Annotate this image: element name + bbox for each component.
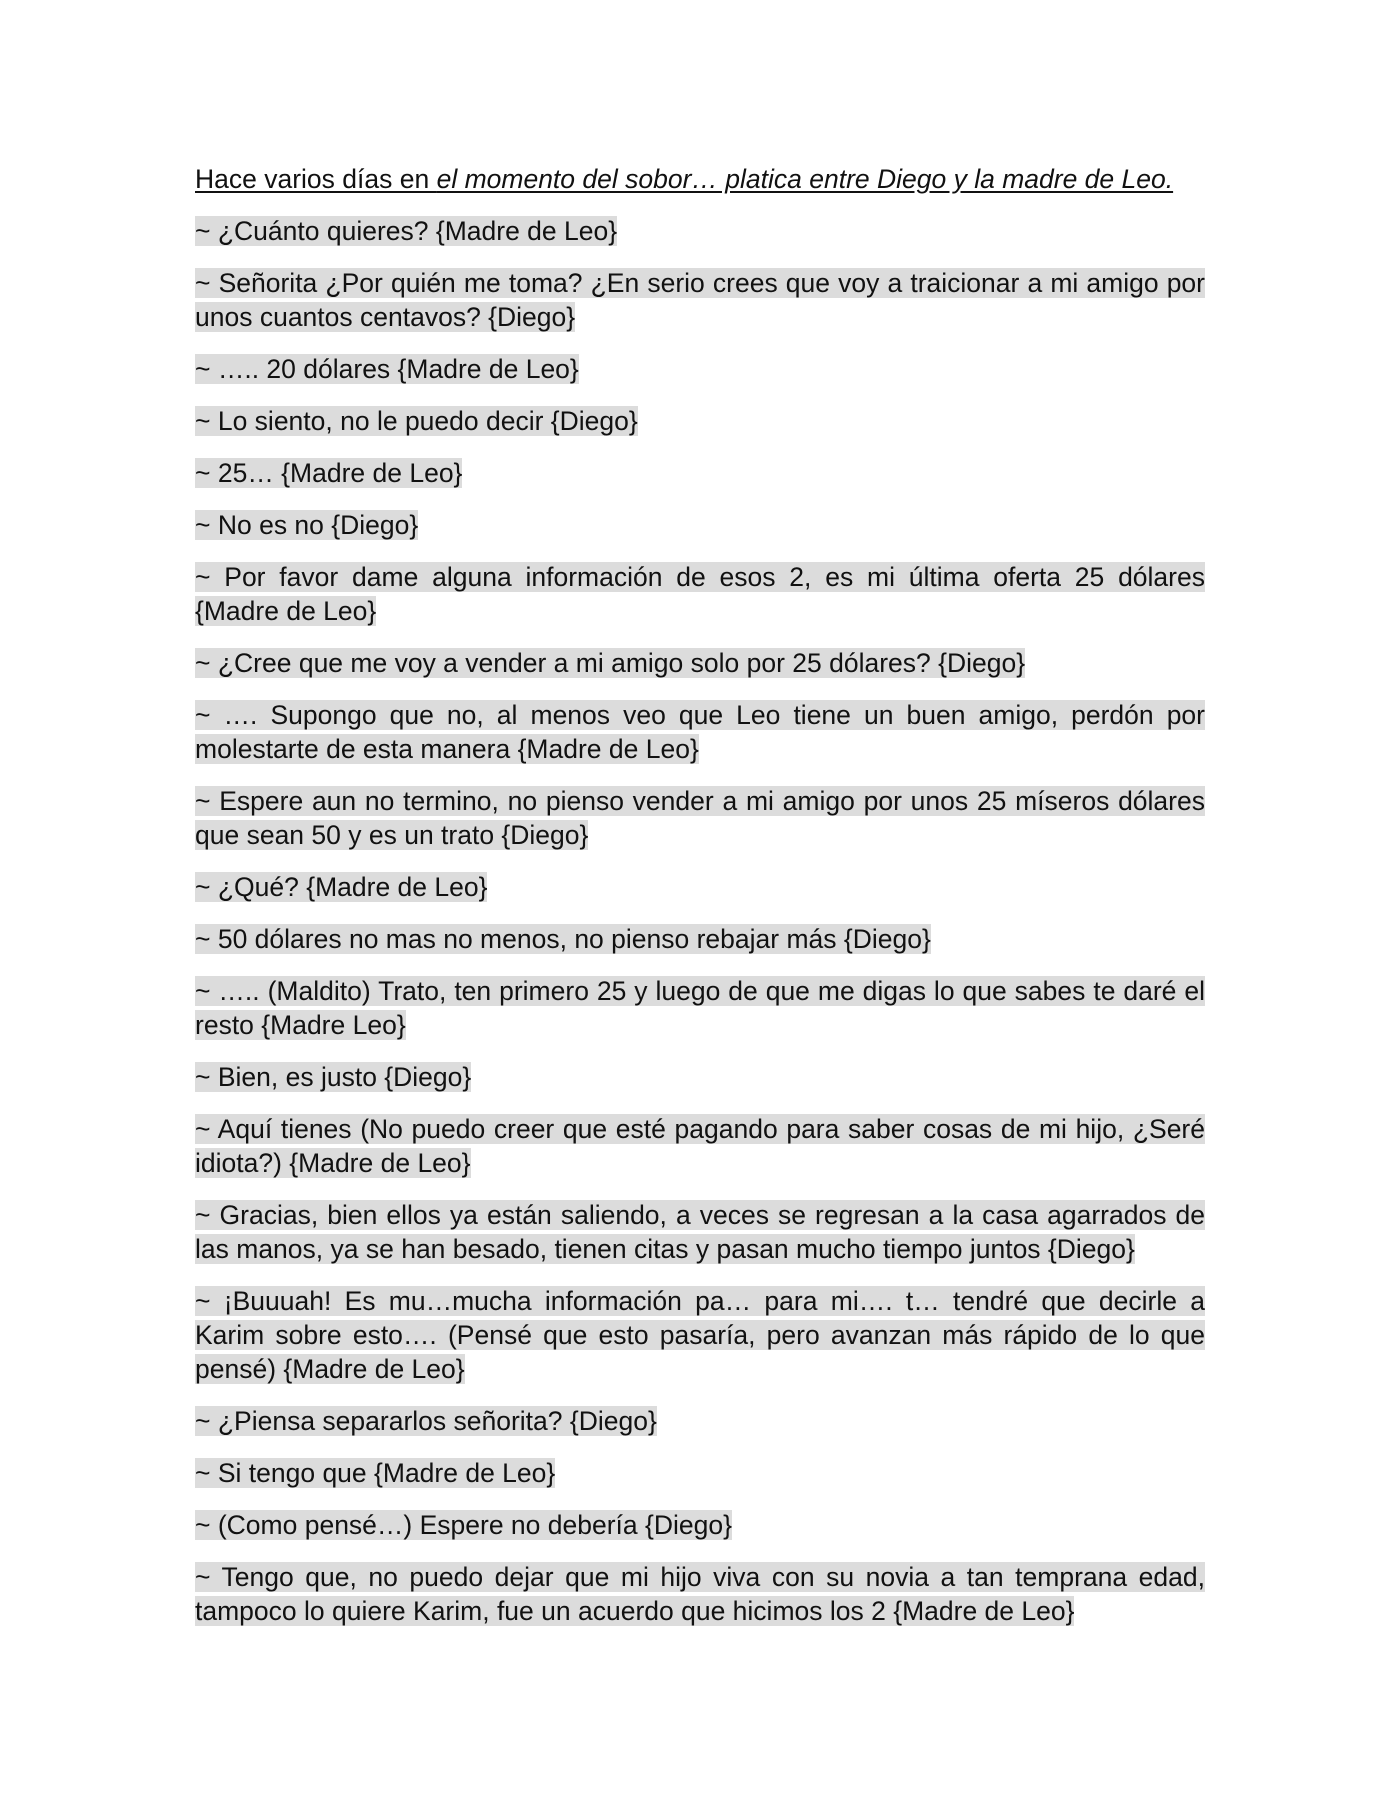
- document-page: [195, 162, 1205, 1646]
- dialogue-line: ~ ….. (Maldito) Trato, ten primero 25 y luego de que me digas lo que sabes te daré el resto {Madre Leo}: [195, 976, 1205, 1040]
- dialogue-line: ~ Espere aun no termino, no pienso vender a mi amigo por unos 25 míseros dólares que sean 50 y es un trato {Diego}: [195, 786, 1205, 850]
- dialogue-line: ~ Si tengo que {Madre de Leo}: [195, 1458, 556, 1488]
- dialogue-line: ~ No es no {Diego}: [195, 510, 419, 540]
- dialogue-line: ~ ¿Cree que me voy a vender a mi amigo solo por 25 dólares? {Diego}: [195, 648, 1026, 678]
- dialogue-line: ~ Aquí tienes (No puedo creer que esté pagando para saber cosas de mi hijo, ¿Seré idiota?) {Madre de Leo}: [195, 1114, 1205, 1178]
- document-heading: [195, 162, 1205, 196]
- dialogue-line: ~ Por favor dame alguna información de esos 2, es mi última oferta 25 dólares {Madre de Leo}: [195, 562, 1205, 626]
- dialogue-line: ~ ¡Buuuah! Es mu…mucha información pa… para mi…. t… tendré que decirle a Karim sobre esto…. (Pensé que esto pasaría, pero avanzan más rápido de lo que pensé) {Madre de Leo}: [195, 1286, 1205, 1384]
- dialogue-line: ~ (Como pensé…) Espere no debería {Diego}: [195, 1510, 732, 1540]
- dialogue-line: ~ ¿Piensa separarlos señorita? {Diego}: [195, 1406, 657, 1436]
- dialogue-line: ~ Gracias, bien ellos ya están saliendo, a veces se regresan a la casa agarrados de las manos, ya se han besado, tienen citas y pasan mucho tiempo juntos {Diego}: [195, 1200, 1205, 1264]
- dialogue-line: ~ …. Supongo que no, al menos veo que Leo tiene un buen amigo, perdón por molestarte de esta manera {Madre de Leo}: [195, 700, 1205, 764]
- heading-italic: el momento del sobor… platica entre Diego y la madre de Leo.: [436, 164, 1174, 194]
- dialogue-line: ~ Bien, es justo {Diego}: [195, 1062, 472, 1092]
- heading-plain: Hace varios días en: [195, 164, 437, 194]
- dialogue-line: ~ ….. 20 dólares {Madre de Leo}: [195, 354, 579, 384]
- dialogue-line: ~ Señorita ¿Por quién me toma? ¿En serio crees que voy a traicionar a mi amigo por unos cuantos centavos? {Diego}: [195, 268, 1205, 332]
- dialogue-line: ~ ¿Cuánto quieres? {Madre de Leo}: [195, 216, 618, 246]
- dialogue-line: ~ Tengo que, no puedo dejar que mi hijo viva con su novia a tan temprana edad, tampoco lo quiere Karim, fue un acuerdo que hicimos los 2 {Madre de Leo}: [195, 1562, 1205, 1626]
- dialogue-line: ~ 25… {Madre de Leo}: [195, 458, 463, 488]
- dialogue-line: ~ ¿Qué? {Madre de Leo}: [195, 872, 488, 902]
- dialogue-line: ~ 50 dólares no mas no menos, no pienso rebajar más {Diego}: [195, 924, 931, 954]
- dialogue-line: ~ Lo siento, no le puedo decir {Diego}: [195, 406, 638, 436]
